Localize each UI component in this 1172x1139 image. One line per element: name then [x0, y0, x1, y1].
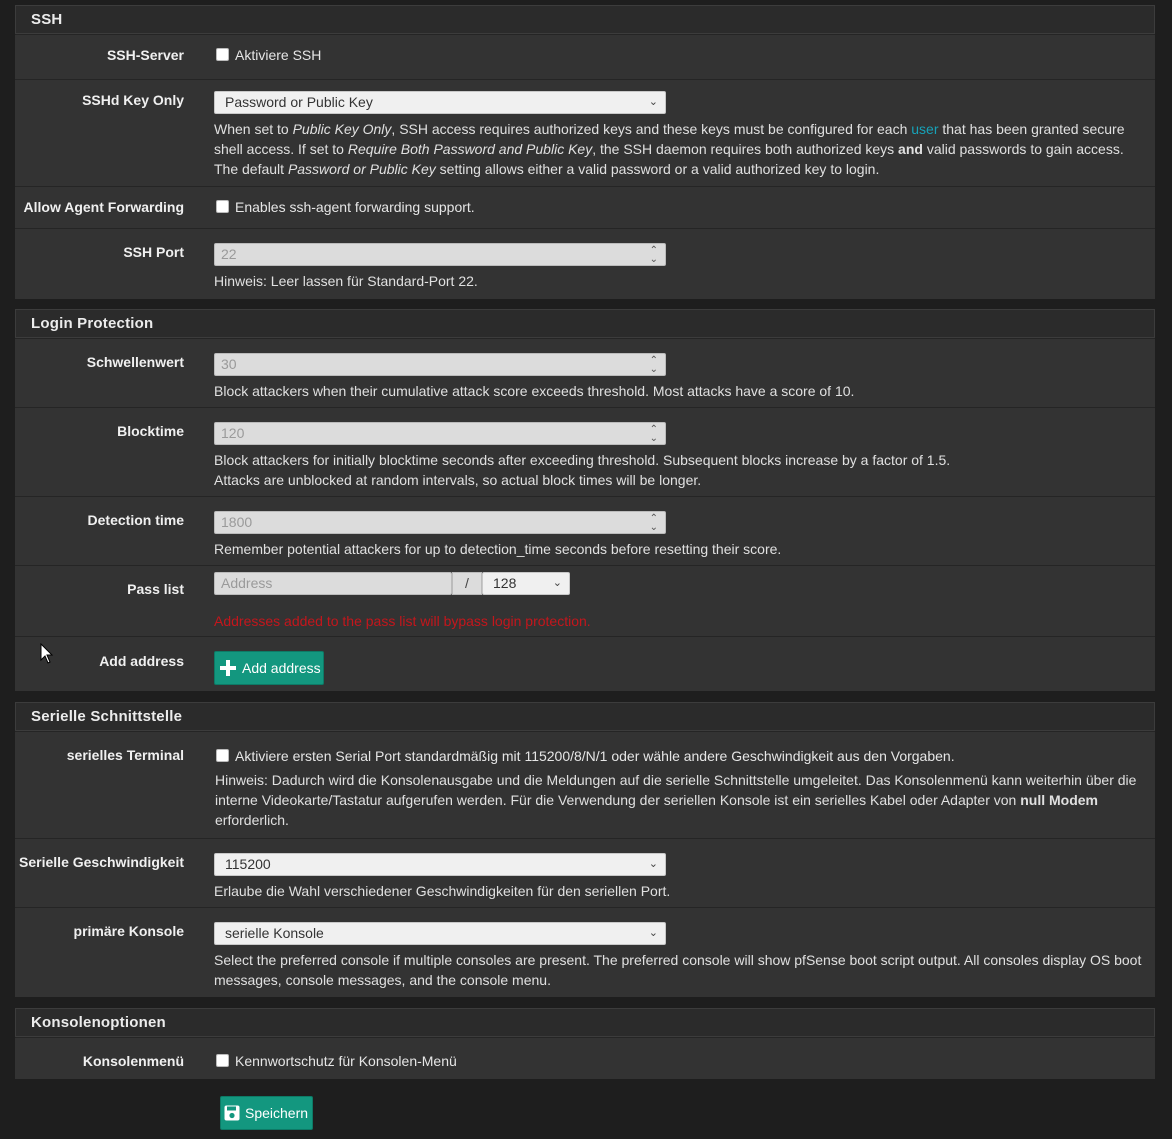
spinner-icon[interactable]: ⌃ ⌄: [649, 513, 658, 533]
blocktime-label: Blocktime: [117, 423, 184, 439]
agent-forwarding-row: [15, 186, 1155, 228]
serial-speed-row: [15, 838, 1155, 907]
spinner-icon[interactable]: ⌃ ⌄: [649, 245, 658, 265]
console-menu-label: Konsolenmenü: [82, 1053, 184, 1069]
serial-speed-value: 115200: [225, 856, 271, 872]
pass-list-label: Pass list: [127, 581, 184, 597]
blocktime-input[interactable]: [214, 422, 666, 445]
agent-forwarding-checkbox-line[interactable]: [216, 199, 475, 215]
cidr-select[interactable]: [482, 572, 570, 595]
ssh-port-help: Hinweis: Leer lassen für Standard-Port 22.: [214, 273, 478, 289]
ssh-port-placeholder: 22: [221, 246, 237, 262]
serial-terminal-help: Hinweis: Dadurch wird die Konsolenausgabe und die Meldungen auf die serielle Schnittstelle umgeleitet. Das Konsolenmenü kann weiterhin über die interne Videokarte/Tastatur aufgerufen werden. Für die Verwendung der seriellen Konsole ist ein serielles Kabel oder Adapter von null Modem erforderlich.: [215, 772, 1137, 828]
threshold-label: Schwellenwert: [86, 354, 184, 370]
add-address-button-label: Add address: [242, 660, 321, 676]
ssh-port-input[interactable]: [214, 243, 666, 266]
chevron-down-icon: ⌄: [648, 96, 658, 108]
threshold-row: [15, 338, 1155, 407]
ssh-port-label: SSH Port: [123, 244, 184, 260]
detection-time-row: [15, 496, 1155, 565]
chevron-down-icon: ⌄: [648, 858, 658, 870]
agent-forwarding-label: Allow Agent Forwarding: [23, 199, 184, 215]
console-menu-checkbox[interactable]: [216, 1054, 229, 1067]
serial-speed-select[interactable]: [214, 853, 666, 876]
primary-console-help: Select the preferred console if multiple consoles are present. The preferred console will show pfSense boot script output. All consoles display OS boot messages, console messages, and the console menu.: [214, 952, 1142, 988]
ssh-panel-title: SSH: [15, 5, 1155, 34]
sshd-key-only-row: [15, 79, 1155, 186]
sshd-key-only-select[interactable]: [214, 91, 666, 114]
agent-forwarding-text: Enables ssh-agent forwarding support.: [235, 199, 475, 215]
save-button[interactable]: [220, 1096, 313, 1130]
serial-terminal-label: serielles Terminal: [66, 747, 184, 763]
console-options-title: Konsolenoptionen: [15, 1008, 1155, 1037]
sshd-key-only-help: When set to Public Key Only, SSH access requires authorized keys and these keys must be configured for each user that has been granted secure shell access. If set to Require Both Password and Public Key, the SSH daemon requires both authorized keys and valid passwords to gain access. The default Password or Public Key setting allows either a valid password or a valid authorized key to login.: [214, 121, 1125, 177]
serial-terminal-row: [15, 731, 1155, 838]
ssh-server-row: [15, 34, 1155, 79]
sshd-key-only-label: SSHd Key Only: [82, 92, 184, 108]
spinner-icon[interactable]: ⌃ ⌄: [649, 355, 658, 375]
chevron-down-icon: ⌄: [648, 927, 658, 939]
cidr-separator: /: [452, 572, 482, 595]
threshold-input[interactable]: [214, 353, 666, 376]
threshold-placeholder: 30: [221, 356, 237, 372]
cidr-value: 128: [493, 575, 517, 591]
serial-terminal-checkbox[interactable]: [216, 749, 229, 762]
primary-console-select[interactable]: [214, 922, 666, 945]
ssh-enable-text: Aktiviere SSH: [235, 47, 322, 63]
agent-forwarding-checkbox[interactable]: [216, 200, 229, 213]
primary-console-value: serielle Konsole: [225, 925, 324, 941]
plus-icon: [220, 660, 236, 676]
console-menu-row: [15, 1037, 1155, 1079]
serial-panel: [15, 702, 1155, 997]
detection-time-input[interactable]: [214, 511, 666, 534]
console-options-panel: [15, 1008, 1155, 1079]
ssh-enable-checkbox[interactable]: [216, 48, 229, 61]
blocktime-row: [15, 407, 1155, 496]
detection-time-placeholder: 1800: [221, 514, 253, 530]
detection-time-label: Detection time: [87, 512, 184, 528]
ssh-port-row: [15, 228, 1155, 298]
user-link[interactable]: user: [911, 121, 939, 137]
serial-terminal-text: Aktiviere ersten Serial Port standardmäßig mit 115200/8/N/1 oder wähle andere Geschwindigkeit aus den Vorgaben.: [235, 748, 955, 764]
detection-time-help: Remember potential attackers for up to detection_time seconds before resetting their score.: [214, 541, 782, 557]
pass-list-row: [15, 565, 1155, 636]
login-protection-panel: [15, 309, 1155, 691]
serial-speed-label: Serielle Geschwindigkeit: [19, 854, 184, 870]
ssh-server-label: SSH-Server: [106, 47, 184, 63]
console-menu-checkbox-line[interactable]: [216, 1053, 457, 1069]
ssh-server-checkbox-line[interactable]: [216, 47, 321, 63]
address-placeholder: Address: [221, 575, 273, 591]
add-address-label: Add address: [99, 653, 184, 669]
spinner-icon[interactable]: ⌃ ⌄: [649, 424, 658, 444]
pass-list-help: Addresses added to the pass list will bypass login protection.: [214, 613, 591, 629]
blocktime-placeholder: 120: [221, 425, 245, 441]
save-button-label: Speichern: [245, 1105, 309, 1121]
primary-console-label: primäre Konsole: [73, 923, 184, 939]
chevron-down-icon: ⌄: [552, 577, 562, 589]
pass-list-address-input[interactable]: [214, 572, 452, 595]
blocktime-help: Block attackers for initially blocktime seconds after exceeding threshold. Subsequent blocks increase by a factor of 1.5. Attacks are unblocked at random intervals, so actual block times will be longer.: [214, 452, 951, 488]
serial-terminal-checkbox-line[interactable]: [216, 748, 955, 764]
serial-speed-help: Erlaube die Wahl verschiedener Geschwindigkeiten für den seriellen Port.: [214, 883, 671, 899]
add-address-button[interactable]: [214, 651, 324, 685]
console-menu-text: Kennwortschutz für Konsolen-Menü: [235, 1053, 457, 1069]
mouse-cursor-icon: [40, 643, 54, 665]
add-address-row: [15, 636, 1155, 690]
threshold-help: Block attackers when their cumulative attack score exceeds threshold. Most attacks have a score of 10.: [214, 383, 855, 399]
save-icon: [224, 1105, 240, 1121]
ssh-panel: [15, 5, 1155, 299]
login-protection-title: Login Protection: [15, 309, 1155, 338]
sshd-key-only-value: Password or Public Key: [225, 94, 373, 110]
serial-panel-title: Serielle Schnittstelle: [15, 702, 1155, 731]
primary-console-row: [15, 907, 1155, 996]
